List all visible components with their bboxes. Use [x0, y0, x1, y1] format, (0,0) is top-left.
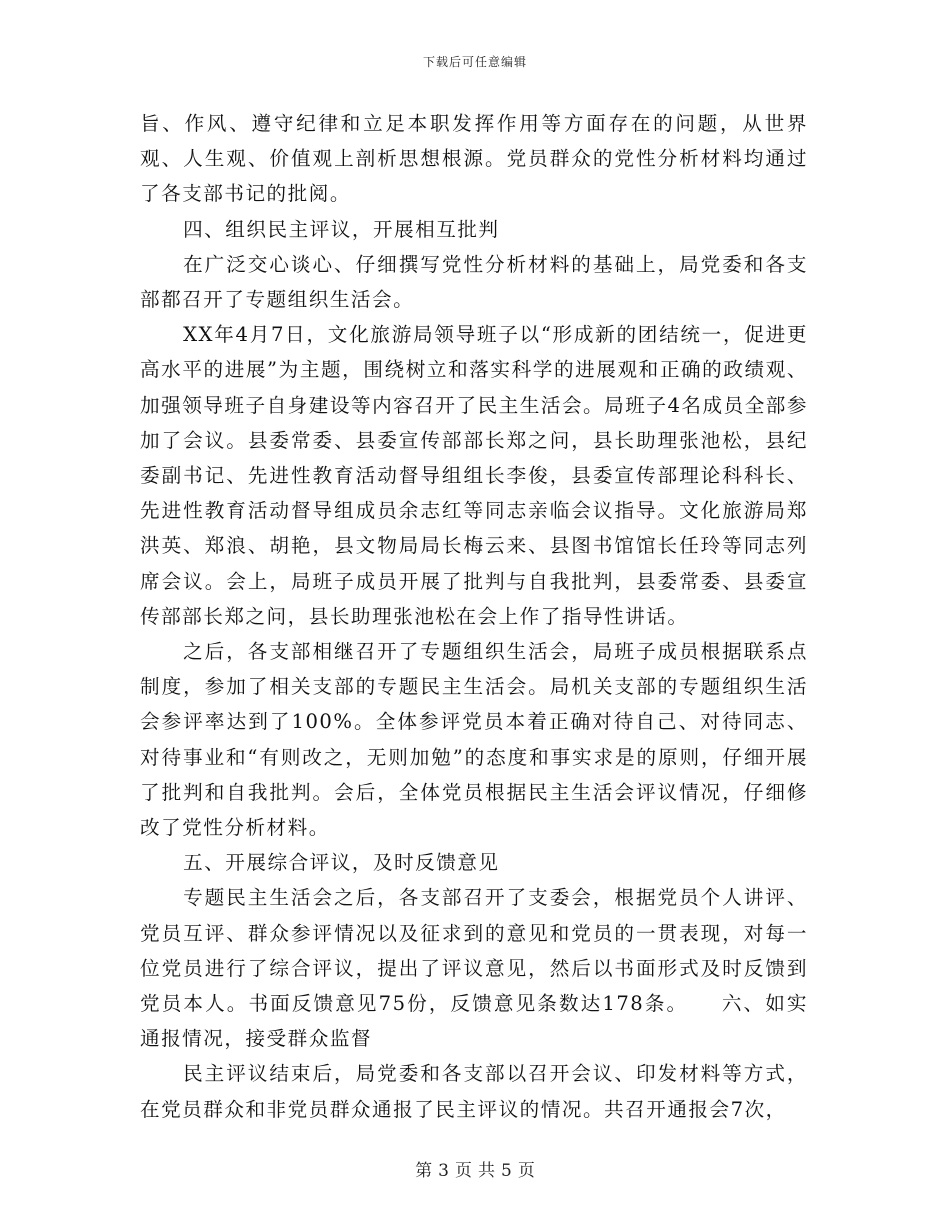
footer-suffix: 页	[517, 1161, 535, 1181]
section-heading-5: 五、开展综合评议，及时反馈意见	[183, 851, 500, 875]
footer-page-word: 页	[455, 1161, 472, 1181]
paragraph-1: 旨、作风、遵守纪律和立足本职发挥作用等方面存在的问题，从世界观、人生观、价值观上剖析思想根源。党员群众的党性分析材料均通过了各支部书记的批阅。	[140, 112, 808, 206]
footer-total-pages: 5	[501, 1161, 512, 1181]
paragraph-4: 之后，各支部相继召开了专题组织生活会，局班子成员根据联系点制度，参加了相关支部的专题民主生活会。局机关支部的专题组织生活会参评率达到了100%。全体参评党员本着正确对待自己、对待同志、对待事业和“有则改之，无则加勉”的态度和事实求是的原则，仔细开展了批判和自我批判。会后，全体党员根据民主生活会评议情况，仔细修改了党性分析材料。	[140, 640, 808, 840]
paragraph-6: 民主评议结束后，局党委和各支部以召开会议、印发材料等方式，在党员群众和非党员群众通报了民主评议的情况。共召开通报会7次，	[140, 1062, 808, 1121]
footer-total-word: 共	[478, 1161, 495, 1181]
footer-current-page: 3	[438, 1161, 449, 1181]
paragraph-2: 在广泛交心谈心、仔细撰写党性分析材料的基础上，局党委和各支部都召开了专题组织生活会。	[140, 252, 808, 312]
paragraph-3: XX年4月7日，文化旅游局领导班子以“形成新的团结统一，促进更高水平的进展”为主题，围绕树立和落实科学的进展观和正确的政绩观、加强领导班子自身建设等内容召开了民主生活会。局班子4名成员全部参加了会议。县委常委、县委宣传部部长郑之问，县长助理张池松，县纪委副书记、先进性教育活动督导组组长李俊，县委宣传部理论科科长、先进性教育活动督导组成员余志红等同志亲临会议指导。文化旅游局郑洪英、郑浪、胡艳，县文物局局长梅云来、县图书馆馆长任玲等同志列席会议。会上，局班子成员开展了批判与自我批判，县委常委、县委宣传部部长郑之问，县长助理张池松在会上作了指导性讲话。	[140, 323, 808, 628]
paragraph-5: 专题民主生活会之后，各支部召开了支委会，根据党员个人讲评、党员互评、群众参评情况以及征求到的意见和党员的一贯表现，对每一位党员进行了综合评议，提出了评议意见，然后以书面形式及时反馈到党员本人。书面反馈意见75份，反馈意见条数达178条。 六、如实通报情况，接受群众监督	[140, 886, 808, 1051]
page-header: 下载后可任意编辑	[422, 55, 527, 69]
section-heading-4: 四、组织民主评议，开展相互批判	[183, 217, 500, 241]
page-footer	[0, 1156, 950, 1181]
footer-prefix: 第	[415, 1161, 433, 1181]
document-body	[140, 106, 808, 1127]
